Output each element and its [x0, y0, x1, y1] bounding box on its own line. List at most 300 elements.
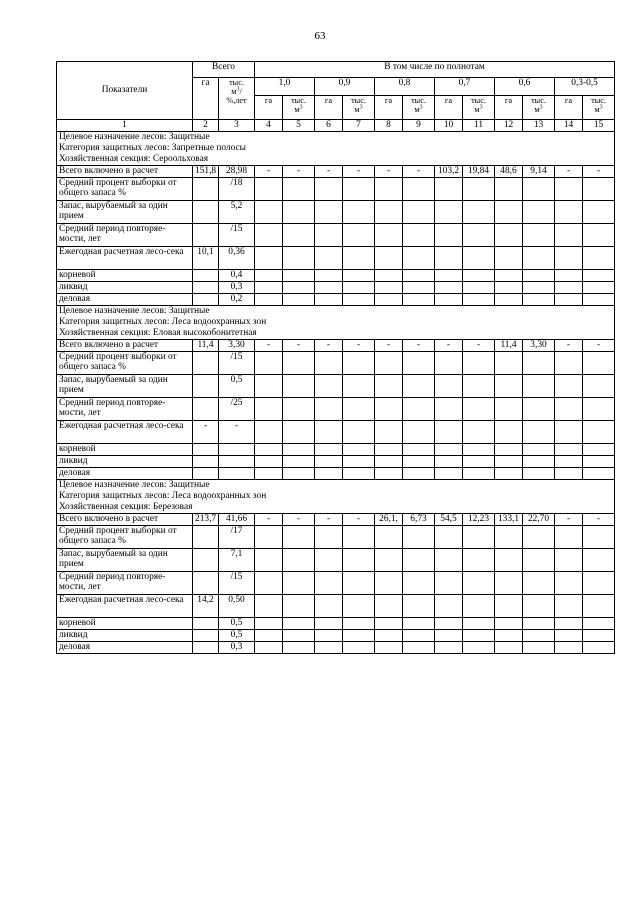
row-density-value [315, 269, 343, 281]
row-label: Средний период повторяе-мости, лет [57, 571, 193, 594]
row-density-value [403, 467, 435, 479]
row-total-ha [193, 548, 219, 571]
row-density-value [255, 467, 283, 479]
row-density-value: - [343, 165, 375, 177]
row-density-value [283, 641, 315, 653]
row-total-ha [193, 443, 219, 455]
row-density-value: - [583, 513, 615, 525]
row-density-value [403, 246, 435, 269]
row-total-value: 0,3 [219, 641, 255, 653]
row-total-ha [193, 571, 219, 594]
row-density-value [375, 455, 403, 467]
table-row [57, 351, 615, 374]
row-density-value [375, 617, 403, 629]
row-density-value [343, 397, 375, 420]
row-density-value [403, 293, 435, 305]
column-number: 2 [193, 120, 219, 132]
table-row [57, 571, 615, 594]
row-density-value [403, 571, 435, 594]
row-total-ha [193, 223, 219, 246]
row-density-value [555, 629, 583, 641]
row-label: деловая [57, 467, 193, 479]
row-label: Всего включено в расчет [57, 339, 193, 351]
row-density-value [583, 571, 615, 594]
row-label: деловая [57, 641, 193, 653]
row-density-value [343, 269, 375, 281]
row-density-value [403, 397, 435, 420]
column-number: 13 [523, 120, 555, 132]
row-total-value: 28,98 [219, 165, 255, 177]
header-density-thous-m3: тыс. $м^3$ [403, 96, 435, 120]
row-density-value [555, 293, 583, 305]
row-density-value [463, 177, 495, 200]
row-density-value [583, 281, 615, 293]
row-density-value [463, 200, 495, 223]
row-density-value [495, 455, 523, 467]
row-density-value [375, 269, 403, 281]
section-purpose: Целевое назначение лесов: Защитные [59, 479, 210, 490]
row-density-value [435, 641, 463, 653]
table-row [57, 223, 615, 246]
row-density-value [555, 177, 583, 200]
row-density-value [523, 548, 555, 571]
row-total-value: /15 [219, 223, 255, 246]
row-label: Всего включено в расчет [57, 165, 193, 177]
row-total-ha: 213,7 [193, 513, 219, 525]
row-density-value [463, 525, 495, 548]
row-density-value [283, 594, 315, 617]
row-density-value: - [583, 165, 615, 177]
row-total-ha [193, 351, 219, 374]
table-row [57, 594, 615, 617]
column-number: 7 [343, 120, 375, 132]
row-density-value [583, 374, 615, 397]
row-total-ha: 14,2 [193, 594, 219, 617]
header-density-thous-m3: тыс. $м^3$ [343, 96, 375, 120]
row-density-value [343, 420, 375, 443]
row-density-value [255, 525, 283, 548]
row-density-value [315, 455, 343, 467]
row-density-value [523, 594, 555, 617]
row-density-value [495, 223, 523, 246]
row-density-value [315, 351, 343, 374]
table-row [57, 374, 615, 397]
row-density-value [495, 397, 523, 420]
row-density-value [555, 281, 583, 293]
row-density-value [343, 223, 375, 246]
row-density-value [523, 246, 555, 269]
row-density-value [555, 525, 583, 548]
row-density-value [375, 443, 403, 455]
row-density-value [283, 548, 315, 571]
row-density-value [523, 374, 555, 397]
row-total-value: 0,2 [219, 293, 255, 305]
row-density-value [343, 641, 375, 653]
row-total-value: 0,5 [219, 629, 255, 641]
row-density-value [583, 443, 615, 455]
row-density-value [583, 351, 615, 374]
section-section: Хозяйственная секция: Сероольховая [59, 153, 209, 164]
row-density-value: - [555, 339, 583, 351]
row-total-value: /25 [219, 397, 255, 420]
row-density-value [403, 420, 435, 443]
row-density-value [495, 246, 523, 269]
table-row [57, 246, 615, 269]
row-label: Средний процент выборки от общего запаса % [57, 177, 193, 200]
density-0-8: 0,8 [375, 78, 435, 96]
row-density-value [255, 200, 283, 223]
row-density-value: 54,5 [435, 513, 463, 525]
row-density-value [523, 443, 555, 455]
row-total-value: 0,50 [219, 594, 255, 617]
header-density-ha: га [315, 96, 343, 120]
row-total-value: 0,4 [219, 269, 255, 281]
row-density-value [463, 571, 495, 594]
row-total-value: /15 [219, 351, 255, 374]
row-label: деловая [57, 293, 193, 305]
row-label: Запас, вырубаемый за один прием [57, 548, 193, 571]
row-label: корневой [57, 617, 193, 629]
density-0-6: 0,6 [495, 78, 555, 96]
row-density-value [375, 397, 403, 420]
row-density-value [435, 281, 463, 293]
row-density-value [255, 223, 283, 246]
row-total-ha [193, 467, 219, 479]
row-density-value [343, 548, 375, 571]
row-density-value [375, 467, 403, 479]
row-total-value: /17 [219, 525, 255, 548]
density-1-0: 1,0 [255, 78, 315, 96]
row-density-value [555, 200, 583, 223]
row-density-value [283, 420, 315, 443]
row-density-value: - [375, 339, 403, 351]
section-purpose: Целевое назначение лесов: Защитные [59, 305, 210, 316]
column-number: 9 [403, 120, 435, 132]
row-density-value [463, 293, 495, 305]
row-density-value [463, 269, 495, 281]
row-density-value: - [403, 339, 435, 351]
row-density-value [255, 594, 283, 617]
row-density-value [343, 617, 375, 629]
header-density-ha: га [255, 96, 283, 120]
row-density-value [523, 269, 555, 281]
row-density-value [403, 629, 435, 641]
row-density-value: - [255, 165, 283, 177]
section-header [57, 479, 615, 513]
row-density-value [463, 281, 495, 293]
row-density-value [315, 617, 343, 629]
row-label: ликвид [57, 629, 193, 641]
row-density-value [255, 281, 283, 293]
row-label: Ежегодная расчетная лесо-сека [57, 594, 193, 617]
table-row [57, 617, 615, 629]
row-density-value [343, 467, 375, 479]
column-number: 12 [495, 120, 523, 132]
row-total-ha [193, 200, 219, 223]
row-density-value [403, 351, 435, 374]
row-density-value: - [283, 513, 315, 525]
header-density-ha: га [435, 96, 463, 120]
row-density-value [523, 223, 555, 246]
row-density-value [403, 594, 435, 617]
table-row [57, 293, 615, 305]
row-density-value [315, 641, 343, 653]
allowable-cut-table [56, 61, 615, 654]
row-density-value [555, 374, 583, 397]
column-number: 5 [283, 120, 315, 132]
row-label: Запас, вырубаемый за один прием [57, 200, 193, 223]
row-density-value [283, 246, 315, 269]
row-density-value [555, 641, 583, 653]
column-number: 10 [435, 120, 463, 132]
row-total-value [219, 443, 255, 455]
table-row [57, 269, 615, 281]
row-density-value [523, 641, 555, 653]
row-label: Средний период повторяе-мости, лет [57, 223, 193, 246]
row-density-value [315, 548, 343, 571]
row-density-value [523, 617, 555, 629]
row-total-value: 3,30 [219, 339, 255, 351]
row-density-value [403, 269, 435, 281]
row-density-value [435, 200, 463, 223]
row-density-value [523, 629, 555, 641]
row-density-value [463, 617, 495, 629]
row-density-value [315, 177, 343, 200]
row-total-value: 0,36 [219, 246, 255, 269]
row-density-value [583, 200, 615, 223]
row-density-value [463, 351, 495, 374]
row-density-value [463, 641, 495, 653]
section-category: Категория защитных лесов: Запретные полосы [59, 142, 246, 153]
row-density-value [315, 594, 343, 617]
row-density-value: - [463, 339, 495, 351]
row-density-value [463, 443, 495, 455]
row-density-value: - [403, 165, 435, 177]
row-density-value [495, 269, 523, 281]
header-density-thous-m3: тыс. $м^3$ [283, 96, 315, 120]
row-density-value [555, 467, 583, 479]
column-number: 11 [463, 120, 495, 132]
row-density-value [255, 177, 283, 200]
row-density-value [435, 397, 463, 420]
row-density-value [343, 525, 375, 548]
row-density-value [463, 246, 495, 269]
row-density-value [435, 455, 463, 467]
row-density-value [523, 397, 555, 420]
row-density-value [435, 525, 463, 548]
row-density-value [523, 200, 555, 223]
row-label: Средний период повторяе-мости, лет [57, 397, 193, 420]
row-total-ha [193, 293, 219, 305]
row-label: Средний процент выборки от общего запаса % [57, 351, 193, 374]
row-density-value [463, 548, 495, 571]
row-density-value [315, 223, 343, 246]
row-density-value [343, 281, 375, 293]
row-density-value: - [315, 165, 343, 177]
row-density-value [283, 351, 315, 374]
table-row [57, 513, 615, 525]
row-density-value [283, 223, 315, 246]
density-0-3-0-5: 0,3-0,5 [555, 78, 615, 96]
header-total-units: тыс. $м^3/$ %,лет [219, 78, 255, 120]
row-density-value [583, 455, 615, 467]
row-density-value [435, 246, 463, 269]
row-density-value [495, 351, 523, 374]
row-label: ликвид [57, 455, 193, 467]
row-density-value [255, 246, 283, 269]
row-total-value: 0,5 [219, 617, 255, 629]
row-total-value: 5,2 [219, 200, 255, 223]
row-density-value [255, 617, 283, 629]
section-category: Категория защитных лесов: Леса водоохранных зон [59, 490, 267, 501]
row-total-ha [193, 617, 219, 629]
header-total-ha: га [193, 78, 219, 120]
row-density-value [403, 455, 435, 467]
row-density-value [435, 571, 463, 594]
row-total-ha [193, 641, 219, 653]
row-density-value [255, 443, 283, 455]
row-density-value [435, 443, 463, 455]
row-density-value: - [555, 513, 583, 525]
table-row [57, 525, 615, 548]
table-row [57, 397, 615, 420]
row-density-value [495, 467, 523, 479]
row-total-value: 7,1 [219, 548, 255, 571]
row-density-value [283, 374, 315, 397]
row-density-value [583, 629, 615, 641]
row-density-value [403, 548, 435, 571]
table-row [57, 629, 615, 641]
row-density-value [255, 351, 283, 374]
row-density-value [343, 246, 375, 269]
row-density-value [495, 548, 523, 571]
row-total-ha: 11,4 [193, 339, 219, 351]
row-density-value [375, 641, 403, 653]
row-density-value [283, 397, 315, 420]
row-density-value [343, 629, 375, 641]
row-density-value [343, 293, 375, 305]
row-density-value [583, 525, 615, 548]
row-density-value: 26,1, [375, 513, 403, 525]
row-density-value [255, 641, 283, 653]
row-density-value [435, 374, 463, 397]
row-density-value [495, 293, 523, 305]
row-density-value: 48,6 [495, 165, 523, 177]
row-density-value [315, 397, 343, 420]
row-density-value [255, 374, 283, 397]
row-density-value [555, 594, 583, 617]
row-density-value [435, 617, 463, 629]
table-row [57, 165, 615, 177]
row-density-value [315, 246, 343, 269]
row-label: ликвид [57, 281, 193, 293]
row-total-ha: 151,8 [193, 165, 219, 177]
row-label: корневой [57, 269, 193, 281]
row-density-value: 6,73 [403, 513, 435, 525]
table-row [57, 177, 615, 200]
row-density-value [495, 374, 523, 397]
row-total-value [219, 467, 255, 479]
table-row [57, 200, 615, 223]
row-density-value [315, 571, 343, 594]
row-density-value [435, 548, 463, 571]
row-density-value [583, 548, 615, 571]
header-indicators: Показатели [57, 62, 193, 120]
row-density-value [463, 223, 495, 246]
row-density-value [343, 571, 375, 594]
row-total-value: 0,5 [219, 374, 255, 397]
header-density-ha: га [555, 96, 583, 120]
section-category: Категория защитных лесов: Леса водоохранных зон [59, 316, 267, 327]
row-density-value [315, 200, 343, 223]
row-density-value [255, 571, 283, 594]
row-density-value [283, 177, 315, 200]
row-total-value: 41,66 [219, 513, 255, 525]
row-total-ha: 10,1 [193, 246, 219, 269]
header-density-ha: га [375, 96, 403, 120]
row-label: корневой [57, 443, 193, 455]
row-density-value: - [555, 165, 583, 177]
row-density-value [375, 177, 403, 200]
row-density-value [523, 455, 555, 467]
row-density-value: - [435, 339, 463, 351]
row-density-value: 11,4 [495, 339, 523, 351]
row-density-value: - [255, 339, 283, 351]
row-density-value [495, 641, 523, 653]
row-density-value [315, 420, 343, 443]
row-density-value [375, 548, 403, 571]
row-density-value [375, 200, 403, 223]
row-density-value [435, 293, 463, 305]
row-density-value [583, 641, 615, 653]
header-total: Всего [193, 62, 255, 78]
row-density-value: 103,2 [435, 165, 463, 177]
row-density-value [463, 374, 495, 397]
row-density-value [375, 420, 403, 443]
row-density-value [555, 351, 583, 374]
row-density-value [255, 293, 283, 305]
row-density-value [315, 443, 343, 455]
row-density-value [435, 177, 463, 200]
row-density-value: - [343, 513, 375, 525]
row-density-value [523, 177, 555, 200]
row-density-value [255, 420, 283, 443]
row-density-value [315, 467, 343, 479]
row-density-value [583, 397, 615, 420]
row-total-value: /15 [219, 571, 255, 594]
row-density-value [343, 177, 375, 200]
row-density-value [255, 397, 283, 420]
row-density-value [555, 455, 583, 467]
row-density-value [495, 594, 523, 617]
row-density-value: 3,30 [523, 339, 555, 351]
row-density-value [495, 443, 523, 455]
row-density-value [283, 281, 315, 293]
row-density-value [435, 420, 463, 443]
table-row [57, 455, 615, 467]
row-total-value: 0,3 [219, 281, 255, 293]
header-density-thous-m3: тыс. $м^3$ [463, 96, 495, 120]
table-row [57, 467, 615, 479]
row-density-value [375, 629, 403, 641]
row-density-value [375, 281, 403, 293]
section-header [57, 131, 615, 165]
row-density-value [375, 293, 403, 305]
table-row [57, 548, 615, 571]
table-row [57, 443, 615, 455]
row-density-value: 12,23 [463, 513, 495, 525]
column-number: 3 [219, 120, 255, 132]
